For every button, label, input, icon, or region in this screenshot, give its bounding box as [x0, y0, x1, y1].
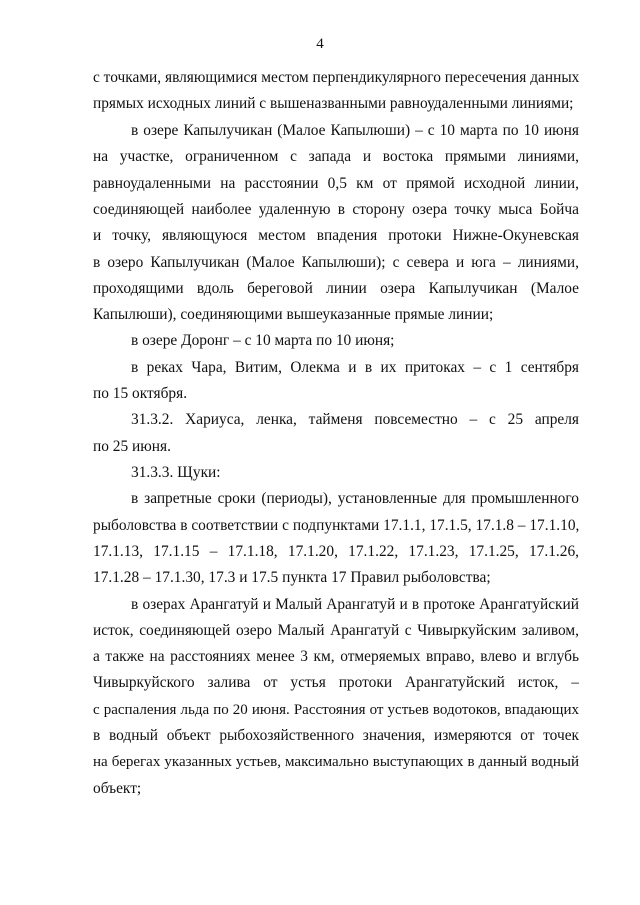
- paragraph-first-line: в реках Чара, Витим, Олекма и в их притоках – с 1 сентября: [131, 359, 579, 376]
- text-line: 17.1.28 – 17.1.30, 17.3 и 17.5 пункта 17 Правил рыболовства;: [93, 569, 491, 586]
- text-line: с распаления льда по 20 июня. Расстояния от устьев водотоков, впадающих: [93, 702, 579, 718]
- text-line: по 15 октября.: [93, 385, 188, 402]
- text-line: прямых исходных линий с вышеназванными равноудаленными линиями;: [93, 95, 574, 112]
- text-line: рыболовства в соответствии с подпунктами 17.1.1, 17.1.5, 17.1.8 – 17.1.10,: [93, 517, 580, 534]
- text-line: на берегах указанных устьев, максимально выступающих в данный водный: [93, 754, 579, 770]
- text-line: Капылюши), соединяющими вышеуказанные прямые линии;: [93, 306, 494, 323]
- text-line: на участке, ограниченном с запада и востока прямыми линиями,: [93, 148, 579, 165]
- text-line: а также на расстояниях менее 3 км, отмеряемых вправо, влево и вглубь: [93, 648, 579, 665]
- text-line: 17.1.13, 17.1.15 – 17.1.18, 17.1.20, 17.1.22, 17.1.23, 17.1.25, 17.1.26,: [93, 543, 579, 560]
- paragraph-first-line: в озере Доронг – с 10 марта по 10 июня;: [131, 332, 395, 349]
- text-line: равноудаленными на расстоянии 0,5 км от прямой исходной линии,: [93, 175, 579, 192]
- page-number: 4: [316, 36, 324, 52]
- text-line: Чивыркуйского залива от устья протоки Арангатуйский исток, –: [93, 674, 579, 691]
- text-line: исток, соединяющей озеро Малый Арангатуй с Чивыркуйским заливом,: [93, 622, 579, 639]
- text-line: с точками, являющимися местом перпендикулярного пересечения данных: [93, 69, 580, 86]
- text-line: объект;: [93, 780, 142, 797]
- paragraph-first-line: 31.3.2. Хариуса, ленка, тайменя повсеместно – с 25 апреля: [131, 411, 579, 428]
- text-line: по 25 июня.: [93, 438, 171, 455]
- text-line: в водный объект рыбохозяйственного значения, измеряются от точек: [93, 727, 579, 744]
- paragraph-first-line: 31.3.3. Щуки:: [131, 464, 221, 481]
- paragraph-first-line: в озерах Арангатуй и Малый Арангатуй и в протоке Арангатуйский: [131, 596, 579, 613]
- paragraph-first-line: в озере Капылучикан (Малое Капылюши) – с 10 марта по 10 июня: [131, 122, 579, 139]
- text-line: и точку, являющуюся местом впадения протоки Нижне-Окуневская: [93, 227, 579, 244]
- text-line: соединяющей наиболее удаленную в сторону озера точку мыса Бойча: [93, 201, 579, 218]
- text-line: проходящими вдоль береговой линии озера Капылучикан (Малое: [93, 280, 579, 297]
- text-line: в озеро Капылучикан (Малое Капылюши); с севера и юга – линиями,: [93, 254, 579, 271]
- paragraph-first-line: в запретные сроки (периоды), установленные для промышленного: [131, 490, 579, 507]
